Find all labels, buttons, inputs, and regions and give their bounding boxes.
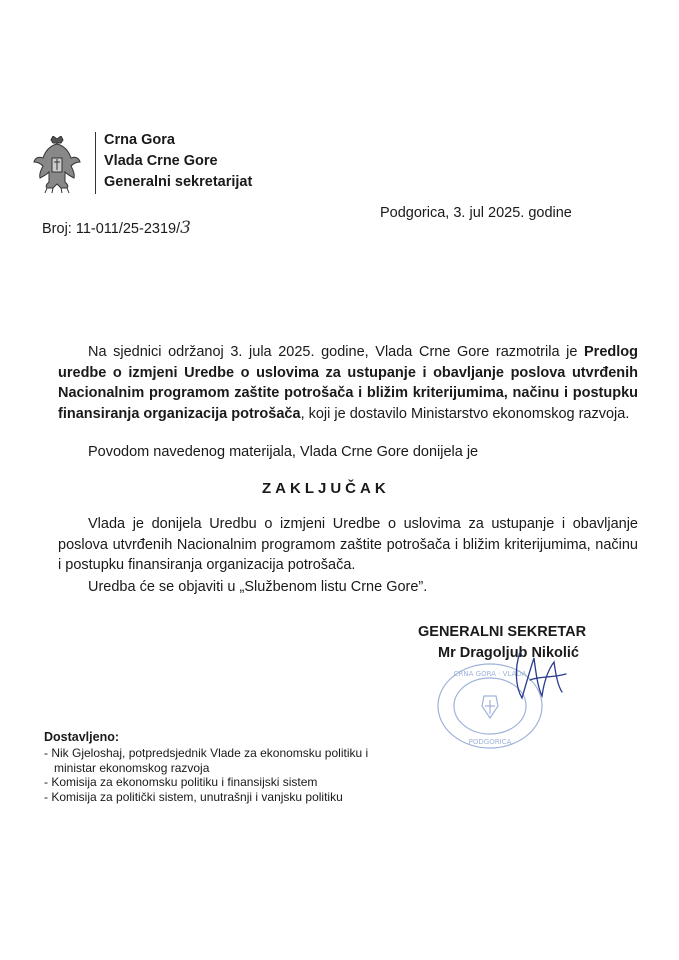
header-government: Vlada Crne Gore	[104, 153, 218, 169]
header-country: Crna Gora	[104, 132, 175, 148]
document-date: Podgorica, 3. jul 2025. godine	[380, 205, 572, 221]
paragraph-session	[58, 342, 638, 424]
stamp-top-text: CRNA GORA · VLADA	[453, 670, 527, 678]
stamp-bottom-text: PODGORICA	[468, 738, 512, 746]
paragraph-decision	[58, 514, 638, 576]
reference-number	[42, 218, 191, 238]
delivered-to-list	[44, 746, 404, 804]
coat-of-arms-emblem	[33, 136, 81, 194]
paragraph-publication: Uredba će se objaviti u „Službenom listu Crne Gore”.	[88, 579, 428, 595]
paragraph-session-bold: Predlog uredbe o izmjeni Uredbe o uslovima za ustupanje i obavljanje poslova utvrđenih Nacionalnim programom zaštite potrošača i bližim kriterijumima, načinu i postupku finansiranja organizacija potrošača	[58, 344, 638, 422]
signatory-title: GENERALNI SEKRETAR	[418, 624, 587, 640]
delivered-to-heading: Dostavljeno:	[44, 730, 120, 744]
paragraph-session-outro: , koji je dostavilo Ministarstvo ekonomskog razvoja.	[300, 405, 630, 422]
paragraph-adopted: Povodom navedenog materijala, Vlada Crne Gore donijela je	[88, 444, 479, 460]
reference-number-text: Broj: 11-011/25-2319/	[42, 221, 181, 237]
list-item: - Komisija za ekonomsku politiku i finansijski sistem	[44, 775, 318, 789]
institution-header	[104, 130, 252, 193]
signatory-name: Mr Dragoljub Nikolić	[438, 645, 579, 661]
list-item: - Komisija za politički sistem, unutrašnji i vanjsku politiku	[44, 789, 343, 804]
paragraph-session-intro: Na sjednici održanoj 3. jula 2025. godine, Vlada Crne Gore razmotrila je	[88, 344, 585, 360]
list-item: - Nik Gjeloshaj, potpredsjednik Vlade za ekonomsku politiku i ministar ekonomskog razvoja	[44, 746, 369, 775]
conclusion-heading: ZAKLJUČAK	[262, 480, 390, 497]
paragraph-decision-text: Vlada je donijela Uredbu o izmjeni Uredbe o uslovima za ustupanje i obavljanje poslova utvrđenih Nacionalnim programom zaštite potrošača i bližim kriterijumima, načinu i postupku finansiranja organizacija potrošača.	[58, 516, 638, 573]
handwritten-signature	[500, 640, 590, 710]
header-divider	[95, 132, 96, 194]
header-secretariat: Generalni sekretarijat	[104, 174, 253, 190]
reference-handwritten-suffix: 3	[180, 218, 191, 238]
